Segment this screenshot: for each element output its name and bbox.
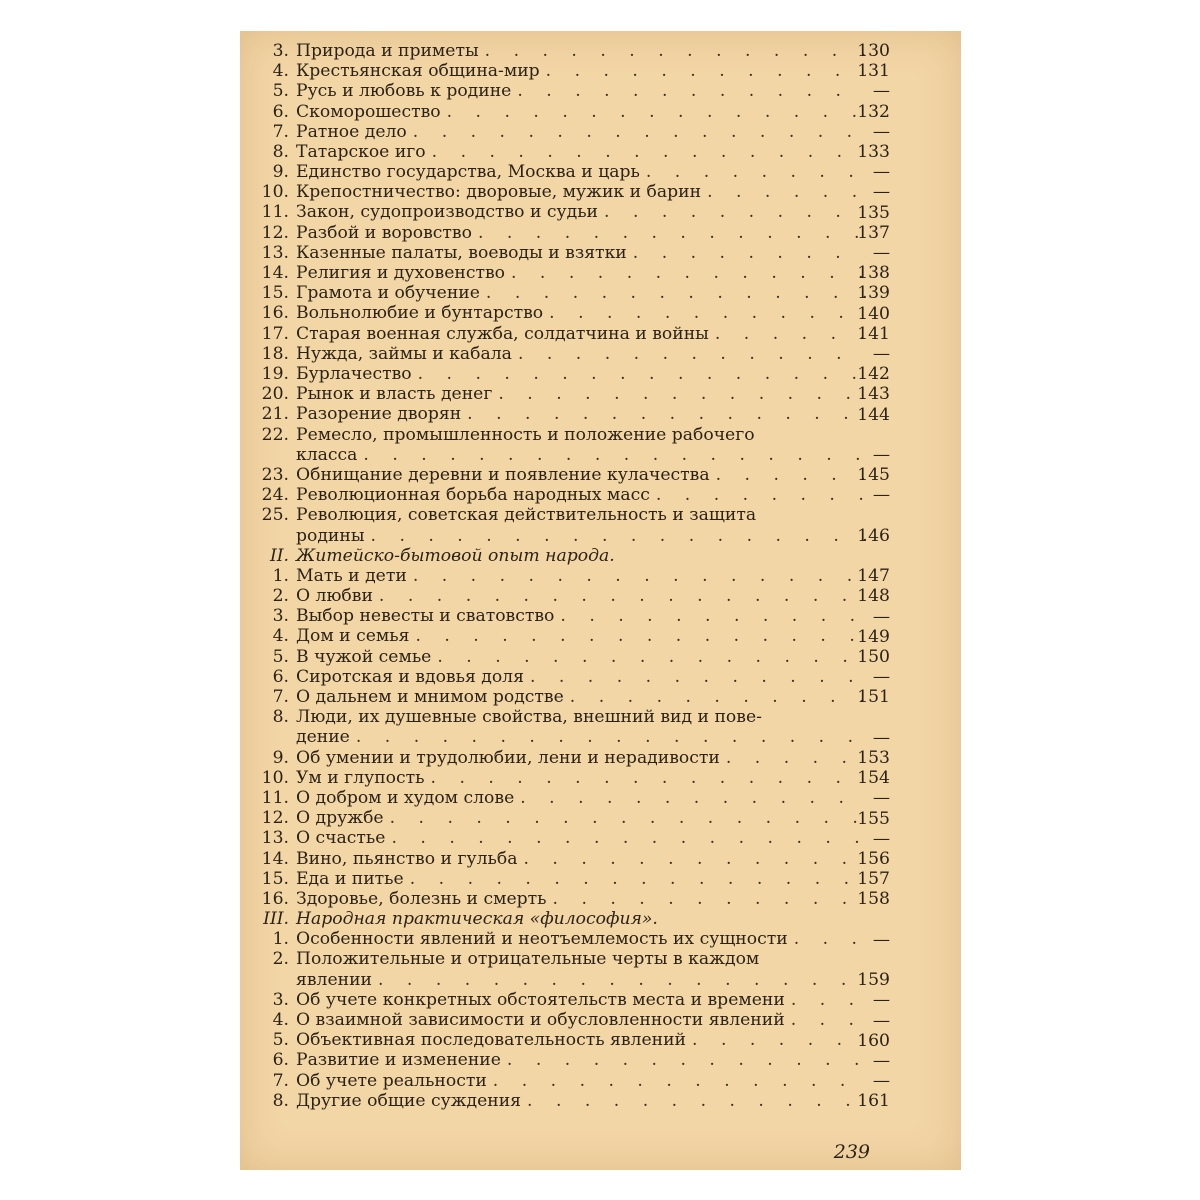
entry-number: 23.	[261, 464, 289, 485]
toc-entry	[256, 465, 866, 485]
entry-title: Религия и духовенство	[296, 263, 505, 284]
entry-body	[296, 566, 866, 586]
entry-title: Сиротская и вдовья доля	[296, 666, 524, 687]
entry-title: О дальнем и мнимом родстве	[296, 687, 564, 708]
toc-entry	[256, 1091, 866, 1111]
toc-entry	[256, 707, 866, 747]
toc-entry	[256, 748, 866, 768]
entry-page: —	[872, 485, 890, 506]
leader-dots	[404, 869, 866, 889]
entry-number: 3.	[272, 606, 289, 627]
toc-entry	[256, 41, 866, 61]
entry-page: 156	[857, 849, 890, 869]
entry-title: Революционная борьба народных масс	[296, 485, 650, 506]
entry-title-line2	[296, 727, 866, 747]
entry-body	[296, 202, 866, 222]
entry-body	[296, 344, 866, 364]
entry-number: 5.	[272, 81, 289, 102]
entry-body	[296, 889, 866, 909]
entry-number: 11.	[261, 787, 289, 808]
toc-entry	[256, 828, 866, 848]
entry-body	[296, 949, 866, 989]
toc-entry	[256, 1010, 866, 1030]
entry-number: 6.	[272, 1050, 289, 1071]
entry-page: 143	[857, 384, 890, 405]
leader-dots	[650, 485, 866, 505]
toc-entry	[256, 990, 866, 1010]
entry-number: 3.	[272, 989, 289, 1010]
entry-page: 139	[857, 283, 890, 304]
entry-title: Развитие и изменение	[296, 1050, 501, 1071]
entry-page: —	[872, 667, 890, 688]
toc-entry	[256, 586, 866, 606]
toc-entry	[256, 61, 866, 81]
entry-body	[296, 303, 866, 323]
entry-body	[296, 485, 866, 505]
entry-body	[296, 687, 866, 707]
leader-dots	[480, 283, 866, 303]
entry-number: 5.	[272, 1030, 289, 1051]
entry-body	[296, 263, 866, 283]
toc-entry	[256, 142, 866, 162]
entry-title: Русь и любовь к родине	[296, 81, 512, 102]
entry-title: Бурлачество	[296, 363, 412, 384]
entry-page: —	[872, 828, 890, 849]
toc-entry	[256, 889, 866, 909]
page-number: 239	[833, 1141, 870, 1163]
section-number: III.	[263, 909, 289, 930]
entry-page: 155	[857, 808, 890, 829]
leader-dots	[357, 445, 866, 465]
entry-page: 148	[857, 586, 890, 607]
toc-entry	[256, 505, 866, 545]
entry-number: 15.	[261, 868, 289, 889]
toc-entry	[256, 243, 866, 263]
entry-page: 145	[857, 465, 890, 486]
entry-title: Об умении и трудолюбии, лени и нерадивости	[296, 747, 720, 768]
entry-body	[296, 81, 866, 101]
entry-number: 7.	[272, 1070, 289, 1091]
entry-title-line1: Люди, их душевные свойства, внешний вид и пове-	[296, 707, 762, 728]
entry-title: Крестьянская община-мир	[296, 61, 540, 82]
section-heading	[256, 546, 866, 566]
entry-page: —	[872, 81, 890, 102]
entry-title: Единство государства, Москва и царь	[296, 162, 640, 183]
entry-title: Об учете реальности	[296, 1070, 487, 1091]
entry-title: Разбой и воровство	[296, 222, 472, 243]
entry-title: Вино, пьянство и гульба	[296, 848, 518, 869]
entry-title: Грамота и обучение	[296, 283, 480, 304]
entry-number: 13.	[261, 242, 289, 263]
entry-body	[296, 788, 866, 808]
entry-number: 8.	[272, 1090, 289, 1111]
entry-page: 144	[857, 404, 890, 425]
toc-entry	[256, 949, 866, 989]
leader-dots	[385, 828, 866, 848]
entry-body	[296, 243, 866, 263]
toc-entry	[256, 122, 866, 142]
entry-number: 22.	[261, 424, 289, 445]
section-heading	[256, 909, 866, 929]
leader-dots	[373, 586, 866, 606]
entry-page: 161	[857, 1091, 890, 1112]
entry-page: 142	[857, 364, 890, 385]
entry-number: 7.	[272, 687, 289, 708]
entry-number: 4.	[272, 626, 289, 647]
entry-number: 20.	[261, 384, 289, 405]
toc-entry	[256, 606, 866, 626]
toc-entry	[256, 849, 866, 869]
toc-entry	[256, 81, 866, 101]
leader-dots	[627, 243, 866, 263]
entry-title: Ум и глупость	[296, 767, 425, 788]
entry-title: Старая военная служба, солдатчина и войны	[296, 323, 709, 344]
leader-dots	[547, 889, 866, 909]
toc-entry	[256, 425, 866, 465]
entry-title: Крепостничество: дворовые, мужик и барин	[296, 182, 702, 203]
entry-number: 2.	[272, 949, 289, 970]
entry-page: 130	[857, 41, 890, 61]
toc-entry	[256, 808, 866, 828]
section-number: II.	[269, 545, 289, 566]
entry-title-line1: Ремесло, промышленность и положение рабочего	[296, 424, 755, 445]
entry-number: 15.	[261, 283, 289, 304]
entry-body	[296, 626, 866, 646]
leader-dots	[564, 687, 866, 707]
table-of-contents	[256, 40, 890, 1112]
entry-page: —	[872, 727, 890, 748]
entry-page: —	[872, 445, 890, 465]
toc-entry	[256, 324, 866, 344]
entry-number: 13.	[261, 828, 289, 849]
entry-title: Природа и приметы	[296, 40, 479, 61]
entry-body	[296, 707, 866, 747]
entry-body	[296, 182, 866, 202]
leader-dots	[540, 61, 866, 81]
entry-title-cont: явлении	[296, 969, 372, 990]
entry-body	[296, 647, 866, 667]
entry-title: Здоровье, болезнь и смерть	[296, 888, 547, 909]
entry-title: Объективная последовательность явлений	[296, 1030, 687, 1051]
leader-dots	[514, 788, 866, 808]
entry-body	[296, 122, 866, 142]
entry-body	[296, 667, 866, 687]
leader-dots	[505, 263, 866, 283]
toc-entry	[256, 869, 866, 889]
entry-title: Об учете конкретных обстоятельств места и времени	[296, 989, 785, 1010]
leader-dots	[640, 162, 866, 182]
entry-title: Закон, судопроизводство и судьи	[296, 202, 599, 223]
entry-number: 8.	[272, 141, 289, 162]
leader-dots	[407, 566, 866, 586]
toc-entry	[256, 929, 866, 949]
toc-entry	[256, 344, 866, 364]
leader-dots	[598, 202, 866, 222]
entry-page: 132	[857, 101, 890, 122]
toc-entry	[256, 223, 866, 243]
entry-body	[296, 324, 866, 344]
leader-dots	[441, 102, 866, 122]
entry-page: —	[872, 182, 890, 203]
entry-number: 18.	[261, 343, 289, 364]
entry-body	[296, 808, 866, 828]
leader-dots	[501, 1050, 866, 1070]
leader-dots	[384, 808, 866, 828]
toc-entry	[256, 364, 866, 384]
entry-body	[296, 425, 866, 465]
entry-title-line2	[296, 970, 866, 990]
entry-title-line2	[296, 526, 866, 546]
entry-page: 159	[857, 970, 890, 991]
entry-number: 17.	[261, 323, 289, 344]
entry-body	[296, 223, 866, 243]
entry-page: —	[872, 1071, 890, 1092]
entry-page: 153	[857, 748, 890, 768]
entry-number: 11.	[261, 202, 289, 223]
entry-page: —	[872, 990, 890, 1011]
spacer	[289, 707, 296, 747]
entry-title-line1: Положительные и отрицательные черты в каждом	[296, 949, 760, 970]
leader-dots	[487, 1071, 866, 1091]
entry-page: 140	[857, 303, 890, 324]
leader-dots	[512, 344, 866, 364]
toc-entry	[256, 283, 866, 303]
entry-number: 5.	[272, 646, 289, 667]
toc-entry	[256, 162, 866, 182]
spacer	[289, 425, 296, 465]
entry-title: В чужой семье	[296, 646, 432, 667]
entry-title: О добром и худом слове	[296, 787, 515, 808]
leader-dots	[517, 849, 866, 869]
leader-dots	[461, 404, 866, 424]
entry-body	[296, 606, 866, 626]
entry-page: 147	[857, 566, 890, 587]
leader-dots	[372, 970, 866, 990]
toc-entry	[256, 1071, 866, 1091]
entry-body	[296, 768, 866, 788]
entry-page: 131	[857, 61, 890, 82]
section-title: Народная практическая «философия».	[296, 909, 658, 930]
entry-page: 146	[857, 525, 890, 546]
entry-title: Рынок и власть денег	[296, 384, 493, 405]
entry-title: Еда и питье	[296, 868, 404, 889]
section-title: Житейско-бытовой опыт народа.	[296, 545, 615, 566]
entry-number: 21.	[261, 404, 289, 425]
toc-entry	[256, 1050, 866, 1070]
entry-body	[296, 1071, 866, 1091]
entry-page: 137	[857, 222, 890, 243]
entry-number: 2.	[272, 586, 289, 607]
toc-entry	[256, 102, 866, 122]
entry-number: 4.	[272, 61, 289, 82]
entry-number: 14.	[261, 848, 289, 869]
toc-entry	[256, 182, 866, 202]
entry-body	[296, 929, 866, 949]
entry-page: 135	[857, 202, 890, 223]
entry-title: О счастье	[296, 828, 386, 849]
toc-entry	[256, 667, 866, 687]
entry-title: Особенности явлений и неотъемлемость их сущности	[296, 929, 788, 950]
book-page	[240, 31, 961, 1170]
leader-dots	[521, 1091, 866, 1111]
entry-body	[296, 1010, 866, 1030]
leader-dots	[554, 606, 866, 626]
toc-entry	[256, 788, 866, 808]
entry-number: 16.	[261, 888, 289, 909]
leader-dots	[407, 122, 866, 142]
entry-body	[296, 990, 866, 1010]
leader-dots	[409, 626, 866, 646]
entry-title-cont: класса	[296, 444, 358, 465]
entry-number: 7.	[272, 121, 289, 142]
entry-number: 3.	[272, 40, 289, 61]
entry-number: 19.	[261, 363, 289, 384]
toc-entry	[256, 404, 866, 424]
leader-dots	[472, 223, 866, 243]
entry-page: —	[872, 1051, 890, 1071]
entry-number: 14.	[261, 263, 289, 284]
entry-body	[296, 869, 866, 889]
entry-body	[296, 849, 866, 869]
spacer	[289, 505, 296, 545]
entry-title: Обнищание деревни и появление кулачества	[296, 464, 710, 485]
leader-dots	[425, 768, 866, 788]
leader-dots	[543, 303, 866, 323]
spacer	[289, 949, 296, 989]
entry-page: —	[872, 162, 890, 183]
entry-body	[296, 1030, 866, 1050]
entry-page: —	[872, 788, 890, 809]
entry-number: 4.	[272, 1010, 289, 1031]
leader-dots	[479, 41, 866, 61]
entry-number: 6.	[272, 666, 289, 687]
entry-title: Ратное дело	[296, 121, 407, 142]
entry-title: О дружбе	[296, 808, 384, 829]
entry-title: Вольнолюбие и бунтарство	[296, 303, 544, 324]
toc-entry	[256, 626, 866, 646]
entry-number: 10.	[261, 182, 289, 203]
toc-entry	[256, 263, 866, 283]
entry-title-line1: Революция, советская действительность и защита	[296, 505, 757, 526]
entry-page: —	[872, 121, 890, 142]
entry-page: 150	[857, 647, 890, 667]
toc-entry	[256, 647, 866, 667]
leader-dots	[511, 81, 866, 101]
entry-body	[296, 465, 866, 485]
entry-page: —	[872, 606, 890, 627]
toc-entry	[256, 1030, 866, 1050]
entry-body	[296, 364, 866, 384]
entry-title: О взаимной зависимости и обусловленности явлений	[296, 1010, 785, 1031]
entry-number: 10.	[261, 767, 289, 788]
entry-page: 138	[857, 263, 890, 284]
entry-page: 154	[857, 768, 890, 789]
entry-page: 151	[857, 687, 890, 708]
entry-page: 157	[857, 869, 890, 890]
entry-number: 25.	[261, 505, 289, 526]
toc-entry	[256, 566, 866, 586]
entry-page: 141	[857, 323, 890, 344]
entry-number: 12.	[261, 808, 289, 829]
entry-body	[296, 41, 866, 61]
entry-title: Разорение дворян	[296, 404, 462, 425]
entry-number: 24.	[261, 485, 289, 506]
entry-number: 16.	[261, 303, 289, 324]
entry-title: Выбор невесты и сватовство	[296, 606, 555, 627]
toc-entry	[256, 768, 866, 788]
leader-dots	[426, 142, 866, 162]
leader-dots	[350, 727, 866, 747]
entry-title-line2	[296, 445, 866, 465]
entry-body	[296, 1050, 866, 1070]
entry-body	[296, 61, 866, 81]
entry-number: 9.	[272, 162, 289, 183]
toc-entry	[256, 203, 866, 223]
entry-title: Дом и семья	[296, 626, 410, 647]
entry-number: 1.	[272, 929, 289, 950]
entry-body	[296, 162, 866, 182]
entry-number: 9.	[272, 747, 289, 768]
entry-body	[296, 1091, 866, 1111]
entry-page: —	[872, 1010, 890, 1031]
entry-number: 6.	[272, 101, 289, 122]
toc-entry	[256, 687, 866, 707]
entry-title: Казенные палаты, воеводы и взятки	[296, 242, 627, 263]
entry-body	[296, 748, 866, 768]
leader-dots	[412, 364, 866, 384]
leader-dots	[524, 667, 866, 687]
entry-title: Нужда, займы и кабала	[296, 343, 512, 364]
entry-body	[296, 102, 866, 122]
entry-body	[296, 586, 866, 606]
entry-title: О любви	[296, 586, 373, 607]
entry-body	[296, 283, 866, 303]
entry-title: Другие общие суждения	[296, 1090, 522, 1111]
entry-number: 8.	[272, 707, 289, 728]
leader-dots	[492, 384, 866, 404]
leader-dots	[365, 526, 866, 546]
toc-entry	[256, 485, 866, 505]
toc-entry	[256, 384, 866, 404]
entry-title-cont: родины	[296, 525, 365, 546]
entry-body	[296, 404, 866, 424]
entry-page: 160	[857, 1030, 890, 1051]
entry-number: 12.	[261, 222, 289, 243]
toc-entry	[256, 303, 866, 323]
entry-title: Скоморошество	[296, 101, 441, 122]
entry-body	[296, 828, 866, 848]
entry-number: 1.	[272, 565, 289, 586]
entry-body	[296, 505, 866, 545]
entry-title-cont: дение	[296, 727, 350, 748]
entry-page: —	[872, 344, 890, 364]
entry-title: Татарское иго	[296, 141, 426, 162]
entry-body	[296, 142, 866, 162]
entry-page: 158	[857, 889, 890, 910]
entry-page: —	[872, 929, 890, 950]
entry-title: Мать и дети	[296, 565, 407, 586]
entry-page: 133	[857, 142, 890, 162]
entry-page: —	[872, 243, 890, 263]
entry-page: 149	[857, 626, 890, 647]
entry-body	[296, 384, 866, 404]
leader-dots	[431, 647, 866, 667]
